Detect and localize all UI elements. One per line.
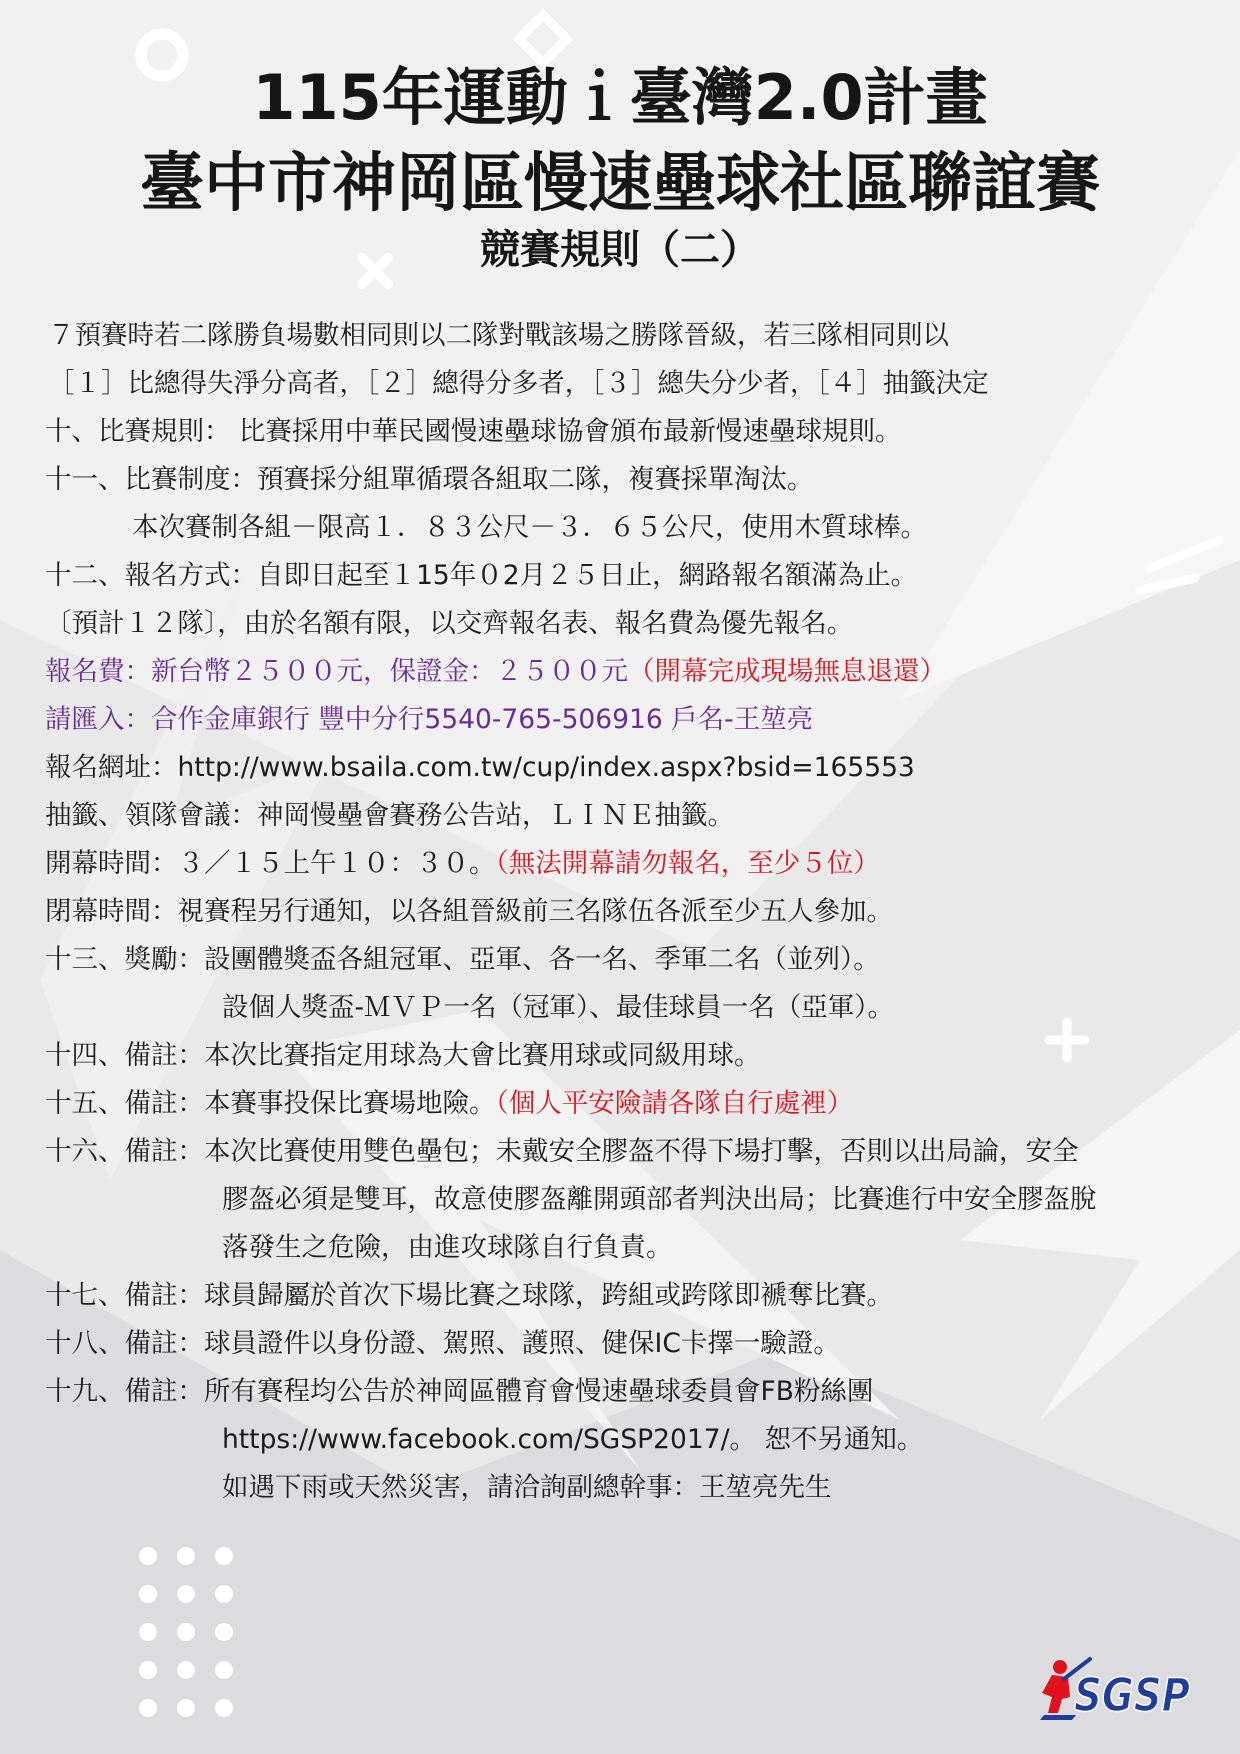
registration-url: 報名網址：http://www.bsaila.com.tw/cup/index.aspx?bsid=165553 xyxy=(45,752,915,783)
rule-10: 十、比賽規則： 比賽採用中華民國慢速壘球協會頒布最新慢速壘球規則。 xyxy=(45,416,902,447)
fee-text: 報名費：新台幣２５００元，保證金：２５００元 xyxy=(45,656,628,687)
title-subtitle: 競賽規則（二） xyxy=(480,227,760,273)
rule-15: 十五、備註：本賽事投保比賽場地險。 xyxy=(45,1088,496,1119)
rule-14: 十四、備註：本次比賽指定用球為大會比賽用球或同級用球。 xyxy=(45,1040,761,1071)
logo-text: SGSP xyxy=(1074,1668,1191,1722)
rule-13-line2: 設個人獎盃-ＭＶＰ一名（冠軍）、最佳球員一名（亞軍）。 xyxy=(222,992,895,1023)
title-event: 臺中市神岡區慢速壘球社區聯誼賽 xyxy=(140,147,1100,221)
rule-13-line1: 十三、獎勵：設團體獎盃各組冠軍、亞軍、各一名、季軍二名（並列）。 xyxy=(45,944,880,975)
draw-meeting: 抽籤、領隊會議：神岡慢壘會賽務公告站，ＬＩＮＥ抽籤。 xyxy=(45,800,734,831)
fee-note: （開幕完成現場無息退還） xyxy=(628,656,946,687)
fee-line xyxy=(45,654,946,690)
rule-16-line1: 十六、備註：本次比賽使用雙色壘包；未戴安全膠盔不得下場打擊，否則以出局論，安全 xyxy=(45,1136,1079,1167)
rule-15-line xyxy=(45,1086,853,1122)
sgsp-logo xyxy=(1034,1653,1194,1723)
opening-note: （無法開幕請勿報名，至少５位） xyxy=(495,848,880,879)
rule-16-line3: 落發生之危險，由進攻球隊自行負責。 xyxy=(222,1232,673,1263)
rule-19-line3: 如遇下雨或天然災害，請洽詢副總幹事：王堃亮先生 xyxy=(222,1472,832,1503)
rule-12-line1: 十二、報名方式：自即日起至１15年０2月２５日止，網路報名額滿為止。 xyxy=(45,560,918,591)
rule-15-note: （個人平安險請各隊自行處裡） xyxy=(495,1088,854,1119)
rule-11-line2: 本次賽制各組－限高１．８３公尺－３．６５公尺，使用木質球棒。 xyxy=(132,512,927,543)
bank-info: 請匯入：合作金庫銀行 豐中分行5540-765-506916 戶名-王堃亮 xyxy=(45,704,814,735)
rule-16-line2: 膠盔必須是雙耳，故意使膠盔離開頭部者判決出局；比賽進行中安全膠盔脫 xyxy=(222,1184,1097,1215)
rule-19-line1: 十九、備註：所有賽程均公告於神岡區體育會慢速壘球委員會FB粉絲團 xyxy=(45,1376,874,1407)
rule-tiebreak-line1: ７預賽時若二隊勝負場數相同則以二隊對戰該場之勝隊晉級，若三隊相同則以 xyxy=(48,320,949,351)
opening-time-line xyxy=(45,846,880,882)
opening-time: 開幕時間：３／１５上午１０：３０。 xyxy=(45,848,496,879)
title-program: 115年運動ｉ臺灣2.0計畫 xyxy=(252,61,988,134)
rule-11-line1: 十一、比賽制度：預賽採分組單循環各組取二隊，複賽採單淘汰。 xyxy=(45,464,814,495)
closing-time: 閉幕時間：視賽程另行通知，以各組晉級前三名隊伍各派至少五人參加。 xyxy=(45,896,893,927)
rule-19-line2: https://www.facebook.com/SGSP2017/。 恕不另通知。 xyxy=(222,1424,924,1455)
rule-tiebreak-line2: ［１］比總得失淨分高者，［２］總得分多者，［３］總失分少者，［４］抽籤決定 xyxy=(48,368,989,399)
rule-12-line2: 〔預計１２隊〕，由於名額有限，以交齊報名表、報名費為優先報名。 xyxy=(45,608,854,639)
rule-18: 十八、備註：球員證件以身份證、駕照、護照、健保IC卡擇一驗證。 xyxy=(45,1328,840,1359)
rule-17: 十七、備註：球員歸屬於首次下場比賽之球隊，跨組或跨隊即褫奪比賽。 xyxy=(45,1280,893,1311)
